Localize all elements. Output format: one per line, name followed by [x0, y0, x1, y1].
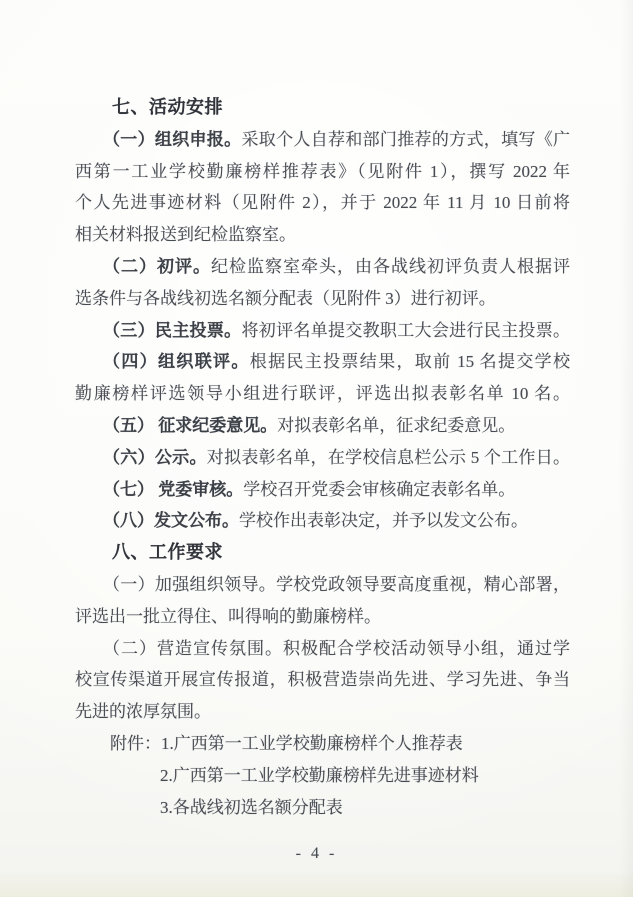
item-title-bold: （二）初评。 [103, 256, 211, 276]
item-title-bold: （六）公示。 [103, 447, 207, 467]
paragraph-line: （一）加强组织领导。学校党政领导要高度重视，精心部署， [103, 574, 570, 594]
paragraph-line: 先进的浓厚氛围。 [75, 702, 211, 722]
item-title-bold: （三）民主投票。 [103, 320, 242, 340]
paragraph-line [75, 410, 570, 442]
paragraph-line: （二）营造宣传氛围。积极配合学校活动领导小组，通过学 [103, 638, 570, 658]
paragraph-line [75, 124, 570, 156]
paragraph-line [75, 315, 570, 347]
section-heading-work-requirements: 八、工作要求 [112, 542, 223, 563]
attachment-list-header: 附件：1.广西第一工业学校勤廉榜样个人推荐表 [110, 733, 463, 753]
attachment-item: 2.广西第一工业学校勤廉榜样先进事迹材料 [160, 765, 479, 785]
paragraph-line: 勤廉榜样评选领导小组进行联评，评选出拟表彰名单 10 名。 [75, 384, 570, 404]
item-title-bold: （七） 党委审核。 [103, 479, 244, 499]
line-text: 将初评名单提交教职工大会进行民主投票。 [241, 320, 571, 340]
paragraph-line [75, 442, 570, 474]
paragraph-line [75, 505, 570, 537]
line-text: 对拟表彰名单，在学校信息栏公示 5 个工作日。 [206, 447, 571, 467]
line-text: 纪检监察室牵头，由各战线初评负责人根据评 [211, 256, 570, 276]
paragraph-line: 个人先进事迹材料（见附件 2），并于 2022 年 11 月 10 日前将 [75, 193, 570, 213]
section-heading-activity-arrangement: 七、活动安排 [112, 97, 223, 117]
paragraph-line: 西第一工业学校勤廉榜样推荐表》（见附件 1），撰写 2022 年 [75, 161, 570, 181]
page-number: - 4 - [295, 845, 338, 862]
paragraph-line [75, 474, 570, 506]
document-body [75, 92, 570, 823]
attachment-item: 3.各战线初选名额分配表 [160, 797, 343, 817]
paragraph-line: 相关材料报送到纪检监察室。 [75, 225, 296, 245]
line-text: 采取个人自荐和部门推荐的方式，填写《广 [241, 129, 571, 149]
paragraph-line: 校宣传渠道开展宣传报道，积极营造崇尚先进、学习先进、争当 [75, 670, 570, 690]
paragraph-line: 选条件与各战线初选名额分配表（见附件 3）进行初评。 [75, 288, 496, 308]
paragraph-line: 评选出一批立得住、叫得响的勤廉榜样。 [75, 606, 381, 626]
item-title-bold: （一）组织申报。 [103, 129, 242, 149]
item-title-bold: （四）组织联评。 [103, 352, 250, 372]
line-text: 学校召开党委会审核确定表彰名单。 [243, 479, 516, 499]
line-text: 学校作出表彰决定，并予以发文公布。 [239, 511, 528, 531]
line-text: 对拟表彰名单，征求纪委意见。 [277, 415, 516, 435]
item-title-bold: （八）发文公布。 [103, 511, 239, 531]
line-text: 根据民主投票结果，取前 15 名提交学校 [249, 352, 571, 372]
item-title-bold: （五） 征求纪委意见。 [103, 415, 278, 435]
paragraph-line [75, 251, 570, 283]
paragraph-line [75, 346, 570, 378]
